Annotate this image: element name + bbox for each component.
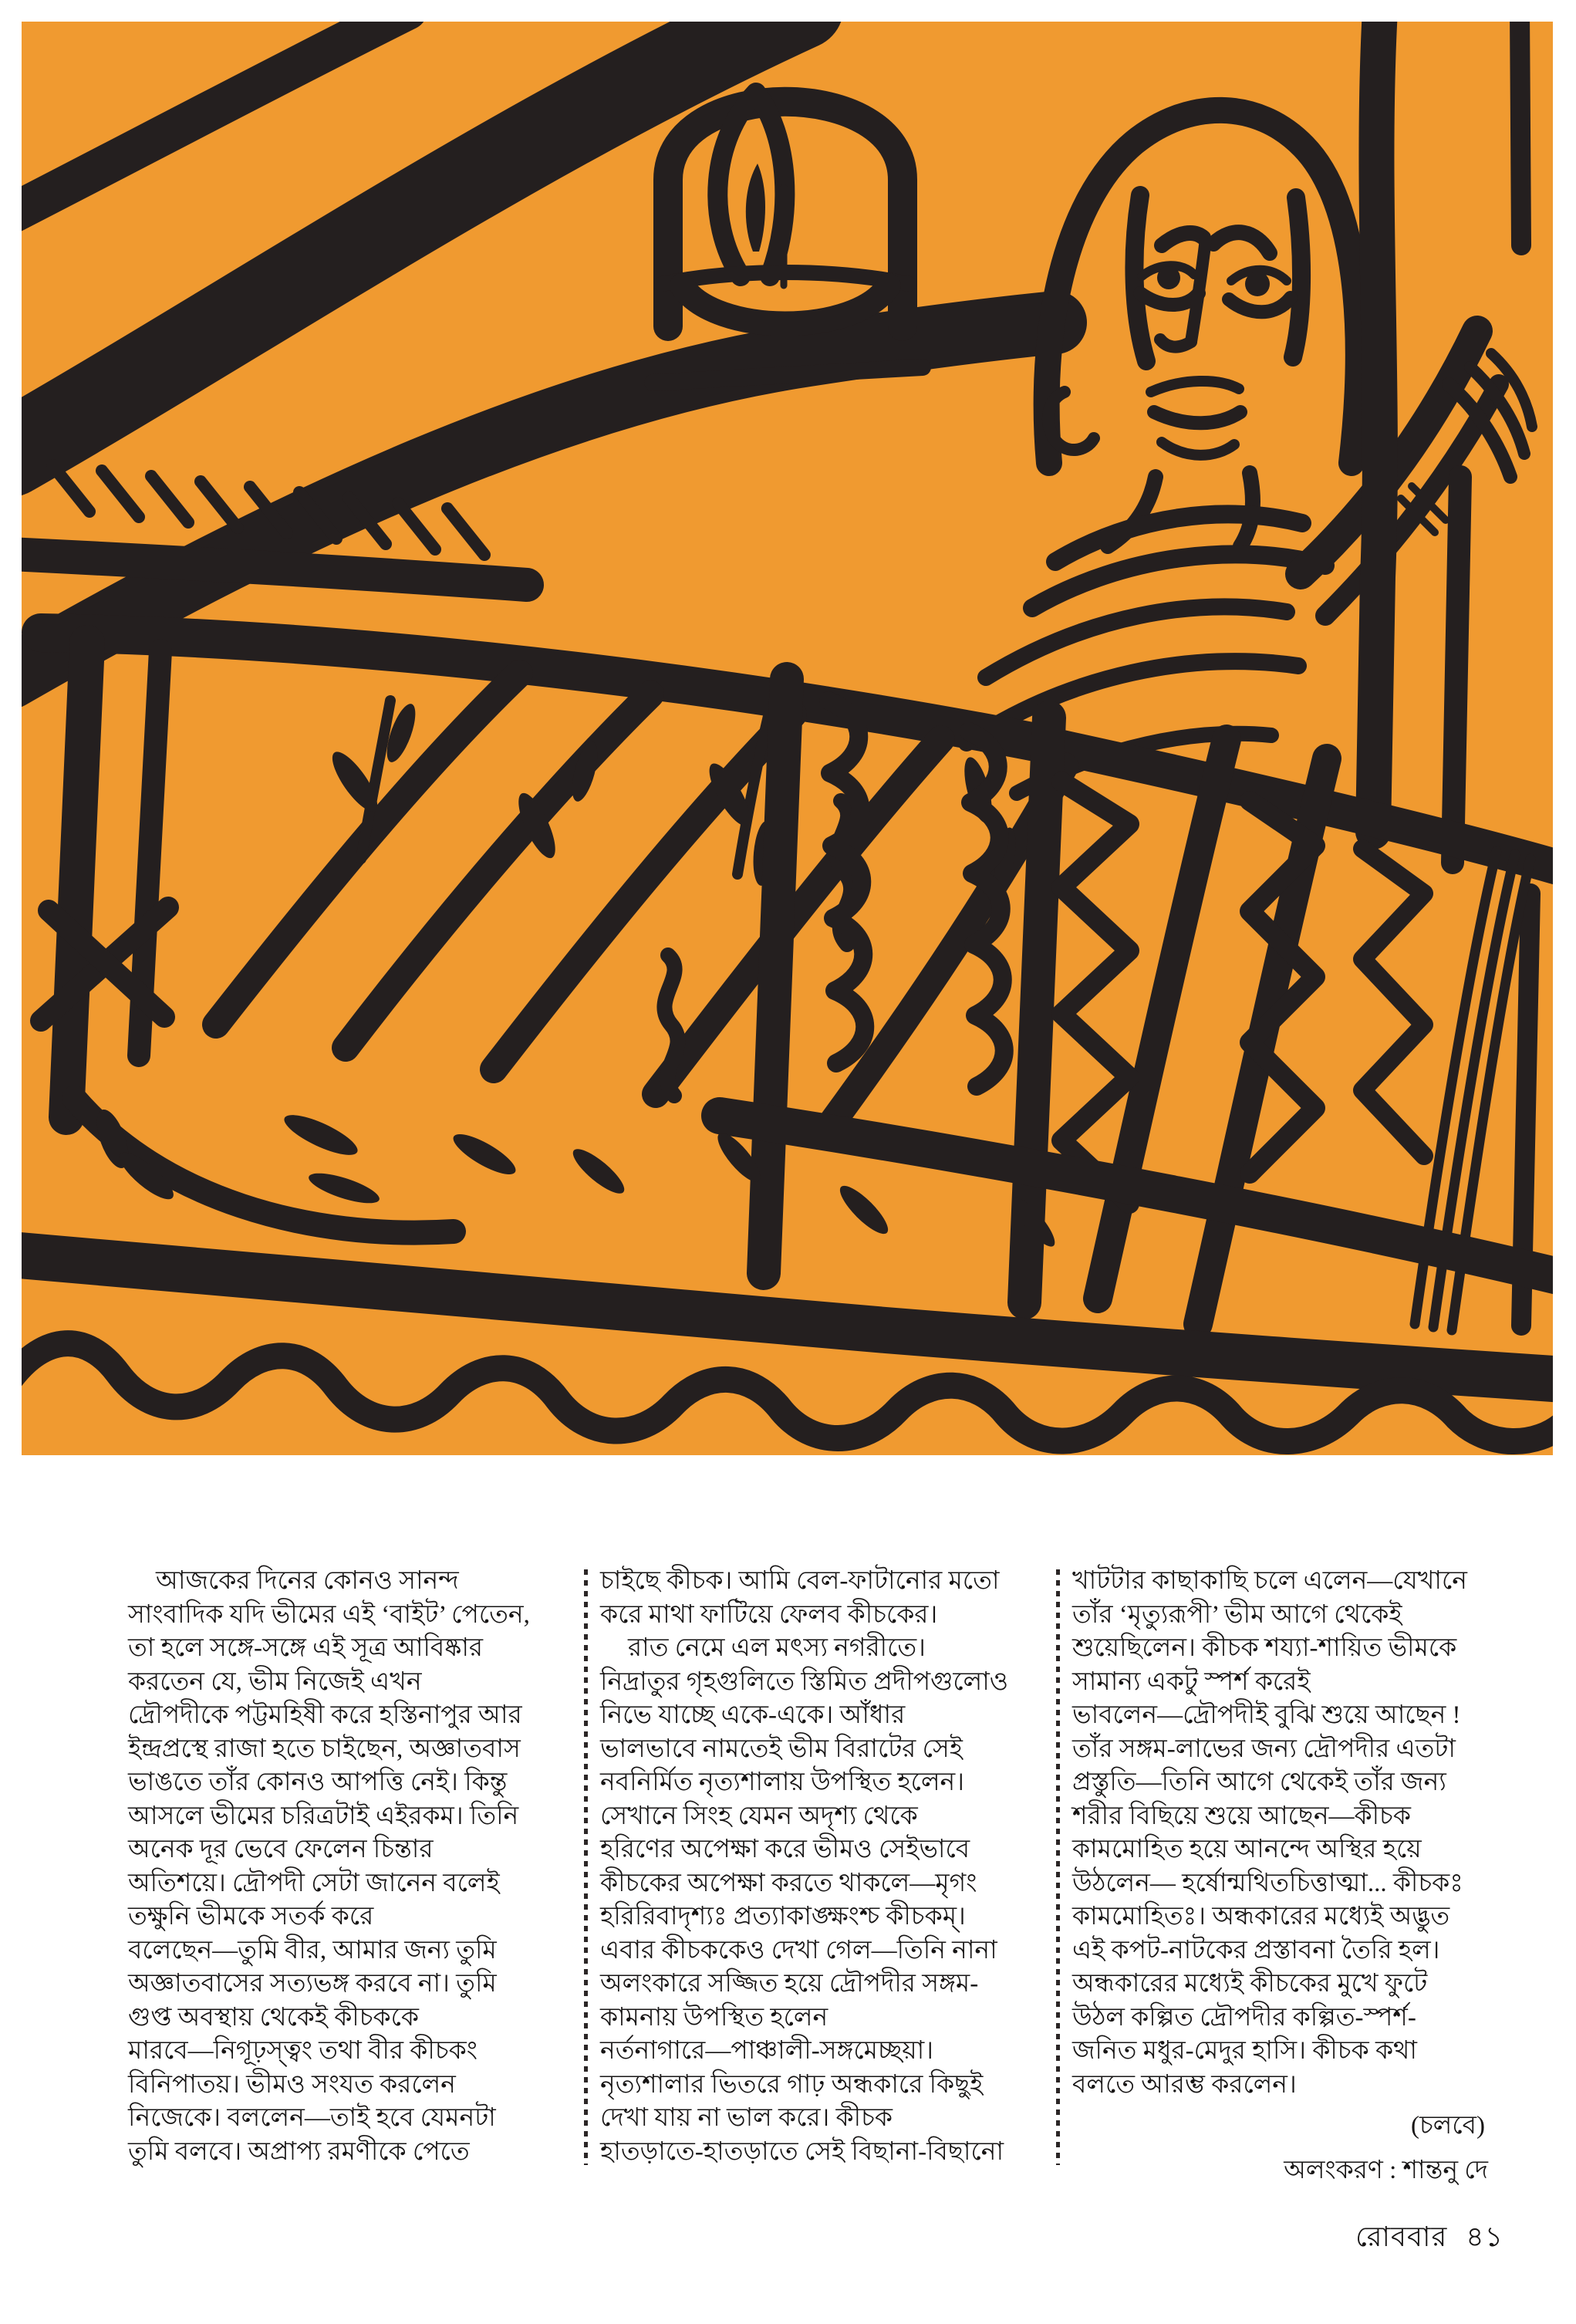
text-line: অন্ধকারের মধ্যেই কীচকের মুখে ফুটে <box>1072 1970 1428 1998</box>
text-line: শুয়েছিলেন। কীচক শয্যা-শায়িত ভীমকে <box>1072 1634 1457 1662</box>
text-line: নিজেকে। বললেন—তাই হবে যেমনটা <box>128 2104 496 2132</box>
text-line: বলেছেন—তুমি বীর, আমার জন্য তুমি <box>128 1936 497 1964</box>
text-line: ইন্দ্রপ্রস্থে রাজা হতে চাইছেন, অজ্ঞাতবাস <box>128 1735 521 1763</box>
text-line: এই কপট-নাটকের প্রস্তাবনা তৈরি হল। <box>1072 1936 1440 1964</box>
text-line: নৃত্যশালার ভিতরে গাঢ় অন্ধকারে কিছুই <box>600 2070 984 2099</box>
text-line: কামমোহিতঃ। অন্ধকারের মধ্যেই অদ্ভুত <box>1072 1903 1450 1930</box>
text-line: কামনায় উপস্থিত হলেন <box>600 2003 828 2032</box>
folk-art-drawing <box>22 22 1553 1455</box>
text-line: খাটটার কাছাকাছি চলে এলেন—যেখানে <box>1072 1567 1467 1595</box>
text-line: হাতড়াতে-হাতড়াতে সেই বিছানা-বিছানো <box>600 2137 1004 2166</box>
text-line: আসলে ভীমের চরিত্রটাই এইরকম। তিনি <box>128 1802 519 1830</box>
text-line: নিদ্রাতুর গৃহগুলিতে স্তিমিত প্রদীপগুলোও <box>600 1667 1009 1696</box>
text-line: বিনিপাতয়। ভীমও সংযত করলেন <box>128 2070 456 2099</box>
text-line: অজ্ঞাতবাসের সত্যভঙ্গ করবে না। তুমি <box>128 1970 497 1998</box>
text-column-3 <box>1072 1565 1516 2187</box>
text-line: দ্রৌপদীকে পট্টমহিষী করে হস্তিনাপুর আর <box>128 1701 522 1729</box>
text-line: অতিশয়ে। দ্রৌপদী সেটা জানেন বলেই <box>128 1869 500 1897</box>
text-line: সেখানে সিংহ যেমন অদৃশ্য থেকে <box>600 1802 918 1830</box>
text-column-1 <box>128 1565 572 2187</box>
text-line: দেখা যায় না ভাল করে। কীচক <box>600 2104 893 2132</box>
text-line: নিভে যাচ্ছে একে-একে। আঁধার <box>600 1701 906 1729</box>
text-line: হরিরিবাদৃশ্যঃ প্রত্যাকাঙ্ক্ষংশ্চ কীচকম্। <box>600 1903 966 1930</box>
text-line: আজকের দিনের কোনও সানন্দ <box>156 1567 459 1595</box>
text-line: নবনির্মিত নৃত্যশালায় উপস্থিত হলেন। <box>600 1768 965 1796</box>
text-line: তাঁর ‘মৃত্যুরূপী’ ভীম আগে থেকেই <box>1072 1600 1402 1629</box>
text-line: সামান্য একটু স্পর্শ করেই <box>1072 1667 1311 1696</box>
text-column-2 <box>600 1565 1044 2187</box>
text-line: মারবে—নিগূঢ়স্ত্বং তথা বীর কীচকং <box>128 2037 478 2065</box>
text-line: তাঁর সঙ্গম-লাভের জন্য দ্রৌপদীর এতটা <box>1072 1735 1456 1763</box>
text-line: অলংকারে সজ্জিত হয়ে দ্রৌপদীর সঙ্গম- <box>600 1970 979 1998</box>
text-line: করতেন যে, ভীম নিজেই এখন <box>128 1667 422 1696</box>
text-line: শরীর বিছিয়ে শুয়ে আছেন—কীচক <box>1072 1802 1411 1830</box>
column-divider <box>584 1569 588 2165</box>
text-line: উঠলেন— হর্ষোন্মথিতচিত্তাত্মা... কীচকঃ <box>1072 1869 1463 1897</box>
column-divider <box>1056 1569 1060 2165</box>
text-line: গুপ্ত অবস্থায় থেকেই কীচককে <box>128 2003 419 2032</box>
text-line: অনেক দূর ভেবে ফেলেন চিন্তার <box>128 1836 434 1863</box>
text-line: প্রস্তুতি—তিনি আগে থেকেই তাঁর জন্য <box>1072 1768 1446 1796</box>
closing-note: (চলবে) <box>1410 2112 1485 2140</box>
text-line: ভাঙতে তাঁর কোনও আপত্তি নেই। কিন্তু <box>128 1768 508 1796</box>
page-footer <box>1345 2216 1503 2262</box>
text-line: ভালভাবে নামতেই ভীম বিরাটের সেই <box>600 1735 963 1763</box>
text-line: চাইছে কীচক। আমি বেল-ফাটানোর মতো <box>600 1567 1000 1595</box>
text-line: কামমোহিত হয়ে আনন্দে অস্থির হয়ে <box>1072 1836 1422 1863</box>
text-line: এবার কীচককেও দেখা গেল—তিনি নানা <box>600 1936 997 1964</box>
article-text <box>128 1565 1517 2187</box>
text-line: ভাবলেন—দ্রৌপদীই বুঝি শুয়ে আছেন ! <box>1072 1701 1461 1729</box>
illustration-credit: অলংকরণ : শান্তনু দে <box>1284 2156 1488 2184</box>
text-line: তক্ষুনি ভীমকে সতর্ক করে <box>128 1903 374 1930</box>
text-line: তা হলে সঙ্গে-সঙ্গে এই সূত্র আবিষ্কার <box>128 1634 484 1662</box>
text-line: কীচকের অপেক্ষা করতে থাকলে—মৃগং <box>600 1869 977 1897</box>
page-number: ৪১ <box>1466 2221 1503 2252</box>
text-line: করে মাথা ফাটিয়ে ফেলব কীচকের। <box>600 1600 938 1629</box>
text-line: হরিণের অপেক্ষা করে ভীমও সেইভাবে <box>600 1836 970 1863</box>
text-line: রাত নেমে এল মৎস্য নগরীতে। <box>628 1634 926 1662</box>
text-line: নর্তনাগারে—পাঞ্চালী-সঙ্গমেচ্ছয়া। <box>600 2037 934 2065</box>
text-line: উঠল কল্পিত দ্রৌপদীর কল্পিত-স্পর্শ- <box>1072 2003 1416 2032</box>
magazine-name: রোববার <box>1355 2221 1448 2252</box>
text-line: তুমি বলবে। অপ্রাপ্য রমণীকে পেতে <box>128 2137 470 2166</box>
text-line: জনিত মধুর-মেদুর হাসি। কীচক কথা <box>1072 2037 1417 2065</box>
text-line: সাংবাদিক যদি ভীমের এই ‘বাইট’ পেতেন, <box>128 1600 530 1629</box>
illustration <box>22 22 1553 1455</box>
text-line: বলতে আরম্ভ করলেন। <box>1072 2070 1297 2099</box>
